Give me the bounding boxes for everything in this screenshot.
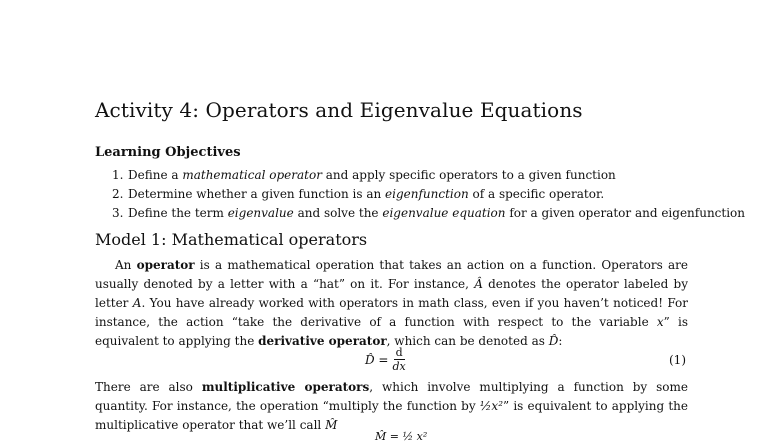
learning-objectives-list: [112, 166, 745, 223]
objective-item: 3. Define the term eigenvalue and solve the eigenvalue equation for a given operator and eigenfunction: [112, 206, 746, 220]
derivative-operator-equation: [95, 345, 688, 375]
learning-objectives-heading: Learning Objectives: [95, 145, 241, 160]
objective-item: 2. Determine whether a given function is an eigenfunction of a specific operator.: [112, 187, 605, 201]
operator-intro-paragraph: An operator is a mathematical operation that takes an action on a function. Operators are usually denoted by a letter with a “hat” on it. For instance, Â denotes the operator labeled by letter A. You have already worked with operators in math class, even if you haven’t noticed! For instance, the action “take the derivative of a function with respect to the variable x” is equivalent to applying the derivative operator, which can be denoted as D̂:: [95, 258, 688, 348]
equation-number: (1): [669, 353, 686, 367]
equation-fraction: $\frac{d}{dx}$: [392, 346, 406, 373]
activity-title: Activity 4: Operators and Eigenvalue Equations: [95, 98, 583, 122]
multiplicative-operator-equation: M̂ = ½ x²: [375, 430, 428, 443]
model-heading: Model 1: Mathematical operators: [95, 230, 368, 249]
equation-lhs: D̂ =: [365, 353, 389, 367]
objective-item: 1. Define a mathematical operator and apply specific operators to a given function: [112, 168, 616, 182]
multiplicative-operator-paragraph: There are also multiplicative operators, which involve multiplying a function by some quantity. For instance, the operation “multiply the function by ½x²” is equivalent to applying the multiplicative operator that we’ll call M̂: [95, 380, 689, 432]
